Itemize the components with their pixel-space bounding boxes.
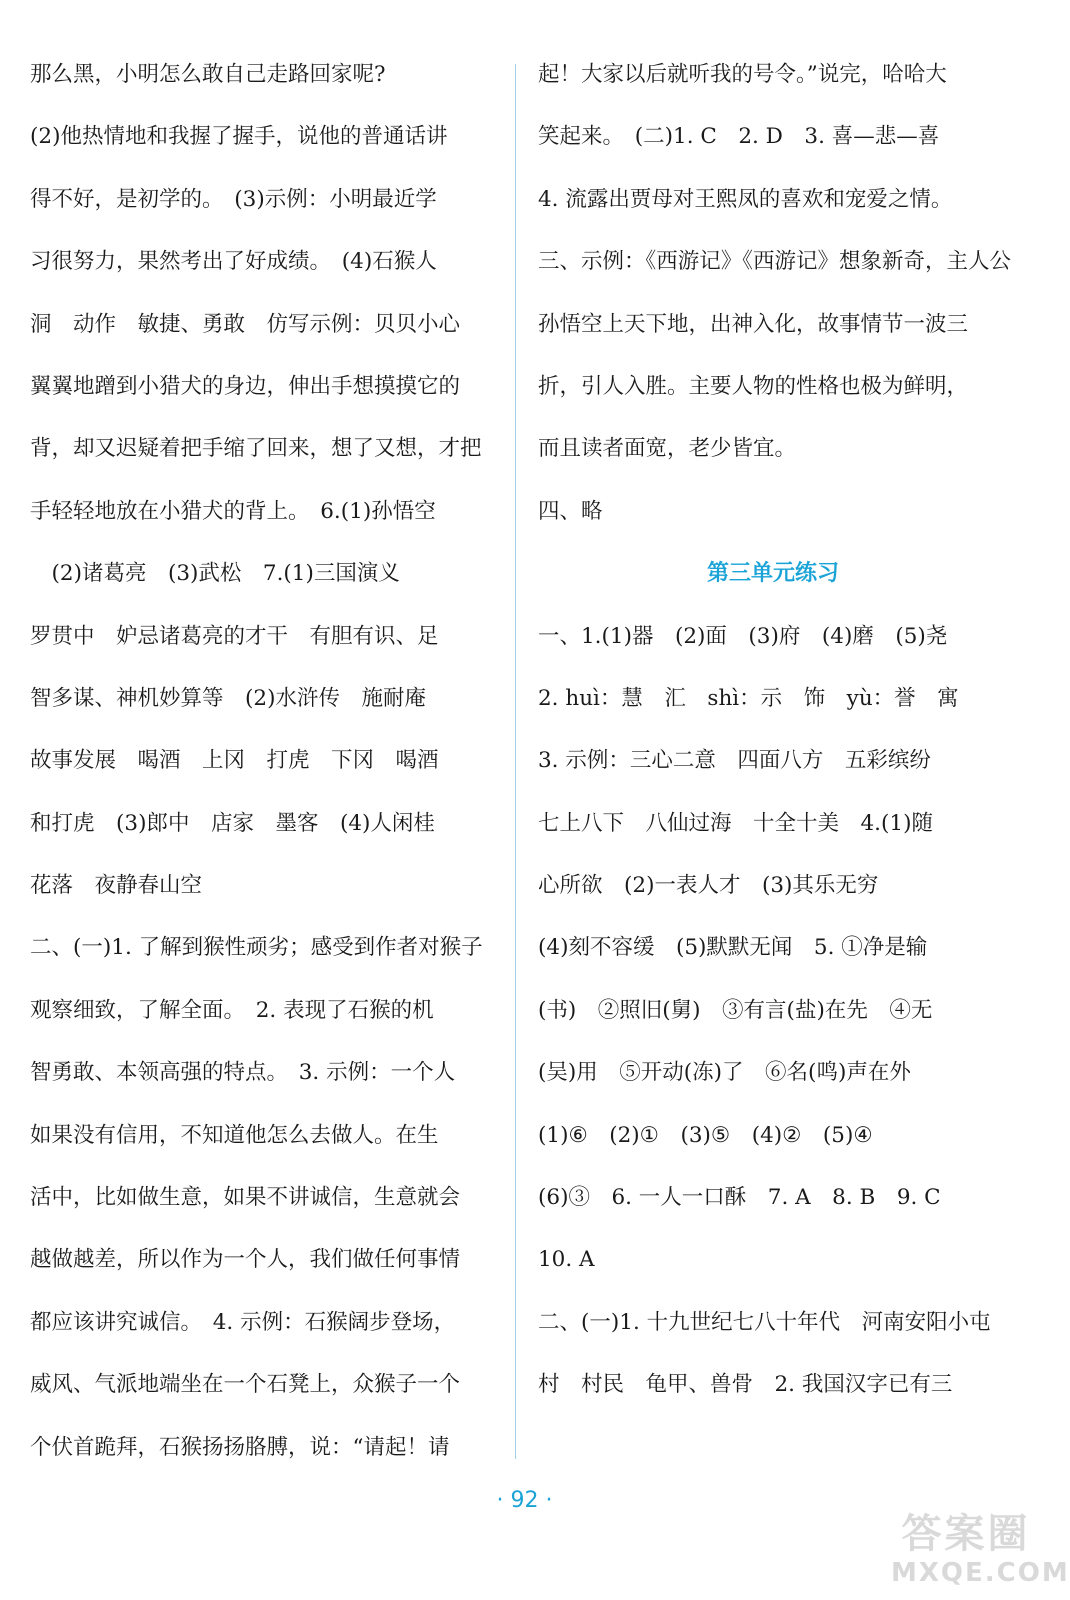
text-line: 二、(一)1. 了解到猴性顽劣；感受到作者对猴子 (30, 935, 483, 961)
text-line: (书) ②照旧(舅) ③有言(盐)在先 ④无 (538, 997, 933, 1023)
text-line: 七上八下 八仙过海 十全十美 4.(1)随 (538, 810, 933, 836)
right-column (538, 44, 1012, 1417)
text-line: 个伏首跪拜，石猴扬扬胳膊，说：“请起！请 (30, 1434, 450, 1460)
text-line: 二、(一)1. 十九世纪七八十年代 河南安阳小屯 (538, 1309, 991, 1335)
text-line: 起！大家以后就听我的号令。”说完，哈哈大 (538, 62, 947, 87)
text-line: (吴)用 ⑤开动(冻)了 ⑥名(鸣)声在外 (538, 1060, 911, 1086)
left-column (30, 44, 492, 1479)
section-heading: 第三单元练习 (706, 561, 839, 587)
text-line: 孙悟空上天下地，出神入化，故事情节一波三 (538, 311, 969, 337)
text-line: 背，却又迟疑着把手缩了回来，想了又想，才把 (30, 436, 482, 462)
text-line: 村 村民 龟甲、兽骨 2. 我国汉字已有三 (538, 1372, 953, 1398)
text-line: 翼翼地蹭到小猎犬的身边，伸出手想摸摸它的 (30, 373, 461, 399)
text-line: (4)刻不容缓 (5)默默无闻 5. ①净是输 (538, 935, 928, 961)
text-line: 而且读者面宽，老少皆宜。 (538, 436, 797, 462)
text-line: 心所欲 (2)一表人才 (3)其乐无穷 (538, 873, 879, 899)
text-line: (2)诸葛亮 (3)武松 7.(1)三国演义 (30, 561, 400, 587)
text-line: 得不好，是初学的。 (3)示例：小明最近学 (30, 186, 437, 212)
text-line: 10. A (538, 1247, 595, 1273)
text-line: 威风、气派地端坐在一个石凳上，众猴子一个 (30, 1372, 461, 1398)
text-line: 活中，比如做生意，如果不讲诚信，生意就会 (30, 1185, 461, 1211)
text-line: 罗贯中 妒忌诸葛亮的才干 有胆有识、足 (30, 623, 439, 649)
text-line: 越做越差，所以作为一个人，我们做任何事情 (30, 1247, 461, 1273)
text-line: (1)⑥ (2)① (3)⑤ (4)② (5)④ (538, 1122, 873, 1148)
watermark-bottom: MXQE.COM (891, 1558, 1070, 1588)
text-line: 3. 示例：三心二意 四面八方 五彩缤纷 (538, 748, 931, 774)
text-line: 4. 流露出贾母对王熙凤的喜欢和宠爱之情。 (538, 186, 953, 212)
text-line: (2)他热情地和我握了握手，说他的普通话讲 (30, 124, 448, 150)
text-line: 故事发展 喝酒 上冈 打虎 下冈 喝酒 (30, 748, 439, 774)
watermark-logo (891, 1510, 1070, 1596)
text-line: 折，引人入胜。主要人物的性格也极为鲜明， (538, 373, 969, 399)
text-line: 四、略 (538, 498, 603, 524)
text-line: 观察细致，了解全面。 2. 表现了石猴的机 (30, 997, 434, 1023)
text-line: 手轻轻地放在小猎犬的背上。 6.(1)孙悟空 (30, 498, 436, 524)
text-line: 智多谋、神机妙算等 (2)水浒传 施耐庵 (30, 685, 426, 711)
text-line: 智勇敢、本领高强的特点。 3. 示例：一个人 (30, 1060, 456, 1086)
text-line: (6)③ 6. 一人一口酥 7. A 8. B 9. C (538, 1185, 941, 1211)
page-number: · 92 · (496, 1488, 553, 1513)
text-line: 洞 动作 敏捷、勇敢 仿写示例：贝贝小心 (30, 311, 461, 337)
text-line: 如果没有信用，不知道他怎么去做人。在生 (30, 1122, 439, 1148)
watermark-top: 答案圈 (901, 1511, 1031, 1557)
text-line: 笑起来。 (二)1. C 2. D 3. 喜—悲—喜 (538, 124, 940, 150)
text-line: 和打虎 (3)郎中 店家 墨客 (4)人闲桂 (30, 810, 435, 836)
text-line: 一、1.(1)器 (2)面 (3)府 (4)磨 (5)尧 (538, 623, 948, 649)
text-line: 花落 夜静春山空 (30, 873, 203, 899)
column-divider (515, 64, 516, 1459)
text-line: 都应该讲究诚信。 4. 示例：石猴阔步登场， (30, 1309, 456, 1335)
text-line: 三、示例：《西游记》《西游记》想象新奇，主人公 (538, 249, 1012, 275)
text-line: 2. huì：慧 汇 shì：示 饰 yù：誉 寓 (538, 685, 959, 711)
text-line: 习很努力，果然考出了好成绩。 (4)石猴人 (30, 249, 437, 275)
text-line: 那么黑，小明怎么敢自己走路回家呢? (30, 62, 386, 87)
